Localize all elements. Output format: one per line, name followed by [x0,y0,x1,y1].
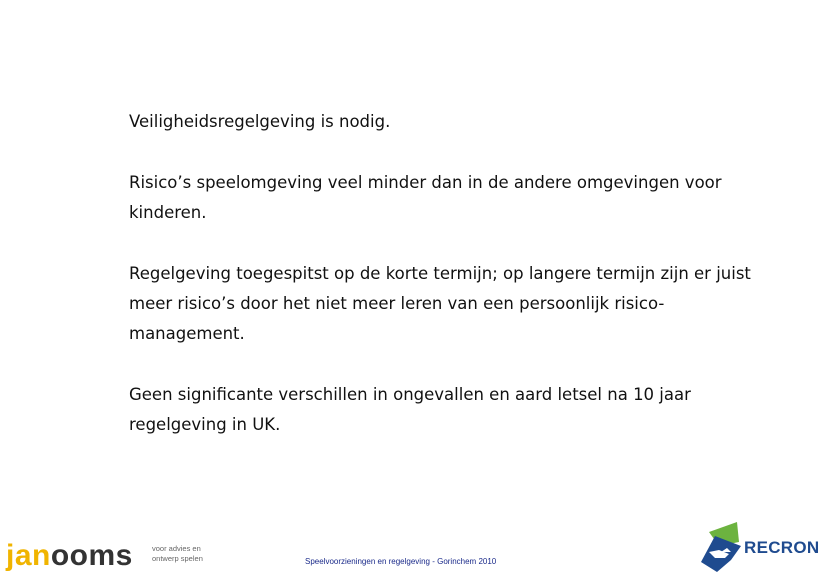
footer-caption: Speelvoorzieningen en regelgeving - Gorinchem 2010 [305,557,497,566]
janooms-logo [6,540,206,572]
janooms-wordmark [6,540,133,572]
recron-wordmark: RECRON [744,538,820,557]
paragraph-3: Regelgeving toegespitst op de korte termijn; op langere termijn zijn er juist meer risico’s door het niet meer leren van een persoonlijk risico-management. [129,264,751,343]
janooms-tagline [152,544,203,564]
recron-emblem-icon [697,518,745,574]
paragraph-1: Veiligheidsregelgeving is nodig. [129,112,391,131]
paragraph-4: Geen significante verschillen in ongevallen en aard letsel na 10 jaar regelgeving in UK. [129,385,691,434]
recron-logo [697,518,821,574]
janooms-tagline-line2: ontwerp spelen [152,554,203,563]
slide-body [129,107,769,471]
paragraph-2: Risico’s speelomgeving veel minder dan in de andere omgevingen voor kinderen. [129,173,722,222]
janooms-wordmark-part2: ooms [50,539,133,572]
janooms-tagline-line1: voor advies en [152,544,201,553]
janooms-wordmark-part1: jan [6,539,51,572]
